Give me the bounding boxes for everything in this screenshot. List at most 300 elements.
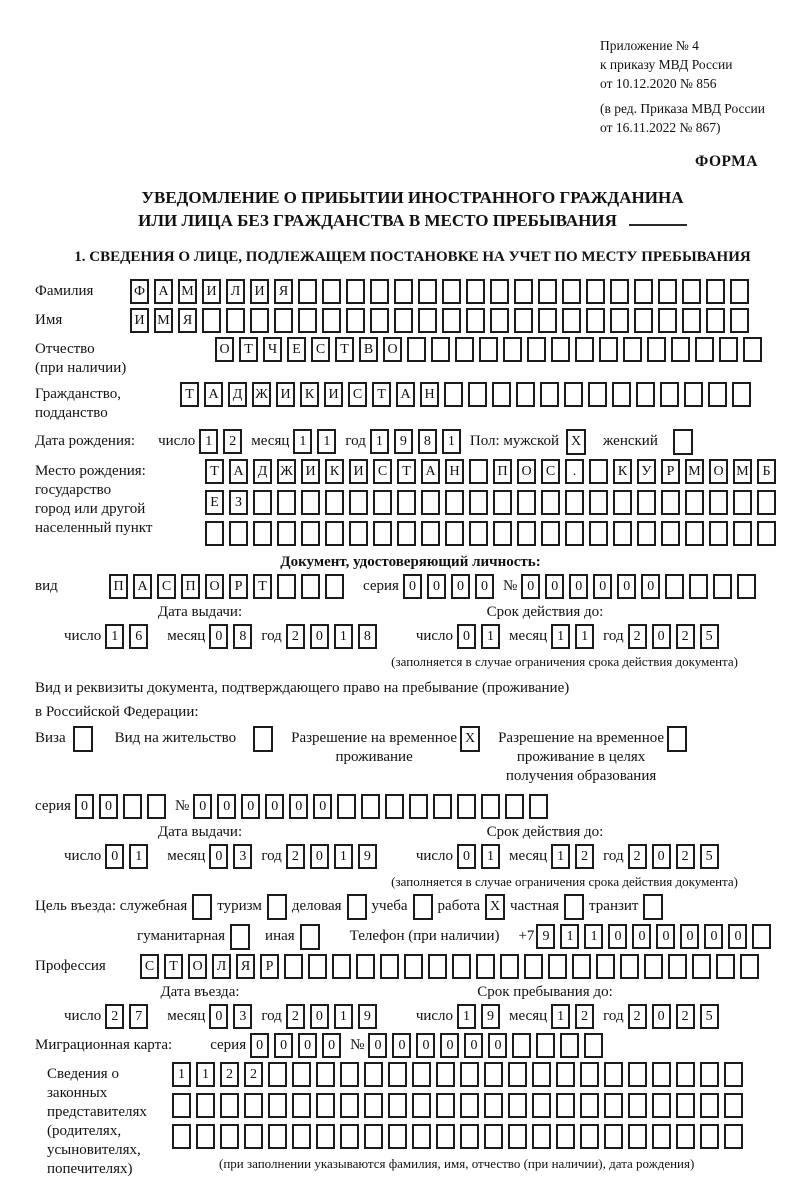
- char-cell[interactable]: [277, 521, 296, 546]
- char-cell[interactable]: [322, 279, 341, 304]
- char-cell[interactable]: [589, 521, 608, 546]
- char-cell[interactable]: 2: [575, 1004, 594, 1029]
- char-cell[interactable]: [532, 1062, 551, 1087]
- char-cell[interactable]: [468, 382, 487, 407]
- char-cell[interactable]: Д: [253, 459, 272, 484]
- char-cell[interactable]: 0: [310, 844, 329, 869]
- char-cell[interactable]: [322, 308, 341, 333]
- char-cell[interactable]: [364, 1062, 383, 1087]
- char-cell[interactable]: [493, 521, 512, 546]
- char-cell[interactable]: [532, 1093, 551, 1118]
- char-cell[interactable]: 2: [220, 1062, 239, 1087]
- char-cell[interactable]: [540, 382, 559, 407]
- char-cell[interactable]: Т: [397, 459, 416, 484]
- char-cell[interactable]: [676, 1062, 695, 1087]
- char-cell[interactable]: 0: [209, 624, 228, 649]
- char-cell[interactable]: 9: [536, 924, 555, 949]
- char-cell[interactable]: [277, 490, 296, 515]
- char-cell[interactable]: [658, 308, 677, 333]
- char-cell[interactable]: [676, 1093, 695, 1118]
- char-cell[interactable]: О: [205, 574, 224, 599]
- residence-permit-checkbox[interactable]: [253, 726, 273, 752]
- char-cell[interactable]: [682, 279, 701, 304]
- char-cell[interactable]: 0: [209, 844, 228, 869]
- char-cell[interactable]: 0: [368, 1033, 387, 1058]
- char-cell[interactable]: [244, 1124, 263, 1149]
- char-cell[interactable]: [404, 954, 423, 979]
- char-cell[interactable]: [325, 574, 344, 599]
- char-cell[interactable]: [700, 1093, 719, 1118]
- char-cell[interactable]: [737, 574, 756, 599]
- char-cell[interactable]: [274, 308, 293, 333]
- char-cell[interactable]: Б: [757, 459, 776, 484]
- char-cell[interactable]: А: [421, 459, 440, 484]
- char-cell[interactable]: [431, 337, 450, 362]
- purpose-business-checkbox[interactable]: [347, 894, 367, 920]
- char-cell[interactable]: 0: [217, 794, 236, 819]
- char-cell[interactable]: [588, 382, 607, 407]
- char-cell[interactable]: [610, 279, 629, 304]
- char-cell[interactable]: 0: [680, 924, 699, 949]
- char-cell[interactable]: Ж: [277, 459, 296, 484]
- char-cell[interactable]: [469, 490, 488, 515]
- char-cell[interactable]: 8: [418, 429, 437, 454]
- char-cell[interactable]: П: [493, 459, 512, 484]
- char-cell[interactable]: [172, 1093, 191, 1118]
- char-cell[interactable]: 0: [488, 1033, 507, 1058]
- char-cell[interactable]: М: [178, 279, 197, 304]
- char-cell[interactable]: Р: [229, 574, 248, 599]
- char-cell[interactable]: 0: [193, 794, 212, 819]
- char-cell[interactable]: О: [383, 337, 402, 362]
- char-cell[interactable]: О: [215, 337, 234, 362]
- char-cell[interactable]: [536, 1033, 555, 1058]
- char-cell[interactable]: 1: [172, 1062, 191, 1087]
- char-cell[interactable]: [476, 954, 495, 979]
- char-cell[interactable]: 1: [317, 429, 336, 454]
- char-cell[interactable]: [562, 279, 581, 304]
- char-cell[interactable]: 0: [521, 574, 540, 599]
- char-cell[interactable]: [757, 521, 776, 546]
- char-cell[interactable]: [580, 1093, 599, 1118]
- char-cell[interactable]: [123, 794, 142, 819]
- char-cell[interactable]: 0: [274, 1033, 293, 1058]
- char-cell[interactable]: 9: [394, 429, 413, 454]
- char-cell[interactable]: [556, 1124, 575, 1149]
- char-cell[interactable]: [719, 337, 738, 362]
- char-cell[interactable]: 1: [481, 624, 500, 649]
- char-cell[interactable]: [658, 279, 677, 304]
- char-cell[interactable]: [373, 490, 392, 515]
- char-cell[interactable]: [740, 954, 759, 979]
- char-cell[interactable]: К: [300, 382, 319, 407]
- char-cell[interactable]: [596, 954, 615, 979]
- char-cell[interactable]: Т: [180, 382, 199, 407]
- char-cell[interactable]: [564, 382, 583, 407]
- char-cell[interactable]: Т: [335, 337, 354, 362]
- char-cell[interactable]: [733, 490, 752, 515]
- char-cell[interactable]: [436, 1062, 455, 1087]
- char-cell[interactable]: У: [637, 459, 656, 484]
- char-cell[interactable]: Т: [372, 382, 391, 407]
- char-cell[interactable]: 1: [334, 1004, 353, 1029]
- char-cell[interactable]: 0: [464, 1033, 483, 1058]
- char-cell[interactable]: [484, 1062, 503, 1087]
- char-cell[interactable]: И: [276, 382, 295, 407]
- char-cell[interactable]: 0: [656, 924, 675, 949]
- char-cell[interactable]: [524, 954, 543, 979]
- char-cell[interactable]: П: [109, 574, 128, 599]
- char-cell[interactable]: [268, 1062, 287, 1087]
- char-cell[interactable]: [388, 1062, 407, 1087]
- purpose-humanitarian-checkbox[interactable]: [230, 924, 250, 950]
- purpose-study-checkbox[interactable]: [413, 894, 433, 920]
- char-cell[interactable]: [647, 337, 666, 362]
- char-cell[interactable]: [466, 279, 485, 304]
- char-cell[interactable]: [732, 382, 751, 407]
- purpose-work-checkbox[interactable]: X: [485, 894, 505, 920]
- char-cell[interactable]: [292, 1093, 311, 1118]
- char-cell[interactable]: [565, 521, 584, 546]
- char-cell[interactable]: Я: [178, 308, 197, 333]
- char-cell[interactable]: [325, 521, 344, 546]
- char-cell[interactable]: [445, 490, 464, 515]
- char-cell[interactable]: [508, 1062, 527, 1087]
- char-cell[interactable]: 0: [704, 924, 723, 949]
- char-cell[interactable]: [340, 1124, 359, 1149]
- char-cell[interactable]: Т: [205, 459, 224, 484]
- char-cell[interactable]: [589, 459, 608, 484]
- char-cell[interactable]: [743, 337, 762, 362]
- char-cell[interactable]: [436, 1093, 455, 1118]
- temp-residence-checkbox[interactable]: X: [460, 726, 480, 752]
- char-cell[interactable]: [284, 954, 303, 979]
- char-cell[interactable]: 0: [617, 574, 636, 599]
- char-cell[interactable]: [229, 521, 248, 546]
- char-cell[interactable]: [695, 337, 714, 362]
- char-cell[interactable]: [665, 574, 684, 599]
- purpose-transit-checkbox[interactable]: [643, 894, 663, 920]
- char-cell[interactable]: [575, 337, 594, 362]
- char-cell[interactable]: [409, 794, 428, 819]
- char-cell[interactable]: 9: [358, 1004, 377, 1029]
- char-cell[interactable]: [250, 308, 269, 333]
- char-cell[interactable]: [481, 794, 500, 819]
- char-cell[interactable]: [373, 521, 392, 546]
- char-cell[interactable]: М: [154, 308, 173, 333]
- char-cell[interactable]: Т: [239, 337, 258, 362]
- char-cell[interactable]: 2: [223, 429, 242, 454]
- char-cell[interactable]: 0: [593, 574, 612, 599]
- char-cell[interactable]: Н: [445, 459, 464, 484]
- char-cell[interactable]: [469, 459, 488, 484]
- char-cell[interactable]: 3: [233, 844, 252, 869]
- char-cell[interactable]: 2: [286, 1004, 305, 1029]
- char-cell[interactable]: [332, 954, 351, 979]
- char-cell[interactable]: 0: [427, 574, 446, 599]
- char-cell[interactable]: С: [140, 954, 159, 979]
- char-cell[interactable]: 0: [310, 624, 329, 649]
- char-cell[interactable]: 0: [265, 794, 284, 819]
- char-cell[interactable]: [613, 490, 632, 515]
- char-cell[interactable]: [452, 954, 471, 979]
- char-cell[interactable]: [610, 308, 629, 333]
- char-cell[interactable]: [492, 382, 511, 407]
- char-cell[interactable]: [484, 1124, 503, 1149]
- char-cell[interactable]: [455, 337, 474, 362]
- char-cell[interactable]: [370, 279, 389, 304]
- char-cell[interactable]: [202, 308, 221, 333]
- char-cell[interactable]: 1: [199, 429, 218, 454]
- char-cell[interactable]: Н: [420, 382, 439, 407]
- char-cell[interactable]: [349, 490, 368, 515]
- char-cell[interactable]: [196, 1124, 215, 1149]
- char-cell[interactable]: [589, 490, 608, 515]
- char-cell[interactable]: [634, 279, 653, 304]
- char-cell[interactable]: 0: [289, 794, 308, 819]
- char-cell[interactable]: [541, 490, 560, 515]
- char-cell[interactable]: [628, 1093, 647, 1118]
- char-cell[interactable]: [220, 1093, 239, 1118]
- char-cell[interactable]: [172, 1124, 191, 1149]
- char-cell[interactable]: [671, 337, 690, 362]
- char-cell[interactable]: [268, 1093, 287, 1118]
- char-cell[interactable]: 1: [129, 844, 148, 869]
- char-cell[interactable]: 0: [322, 1033, 341, 1058]
- char-cell[interactable]: 0: [641, 574, 660, 599]
- char-cell[interactable]: 2: [628, 844, 647, 869]
- char-cell[interactable]: [301, 574, 320, 599]
- char-cell[interactable]: [556, 1093, 575, 1118]
- char-cell[interactable]: [493, 490, 512, 515]
- char-cell[interactable]: [604, 1062, 623, 1087]
- char-cell[interactable]: С: [157, 574, 176, 599]
- char-cell[interactable]: Я: [236, 954, 255, 979]
- char-cell[interactable]: С: [311, 337, 330, 362]
- char-cell[interactable]: [205, 521, 224, 546]
- char-cell[interactable]: 1: [575, 624, 594, 649]
- char-cell[interactable]: [316, 1093, 335, 1118]
- char-cell[interactable]: [418, 279, 437, 304]
- char-cell[interactable]: 0: [728, 924, 747, 949]
- char-cell[interactable]: 3: [233, 1004, 252, 1029]
- char-cell[interactable]: 2: [244, 1062, 263, 1087]
- char-cell[interactable]: [586, 279, 605, 304]
- char-cell[interactable]: [584, 1033, 603, 1058]
- char-cell[interactable]: [412, 1093, 431, 1118]
- char-cell[interactable]: [551, 337, 570, 362]
- char-cell[interactable]: [370, 308, 389, 333]
- char-cell[interactable]: [716, 954, 735, 979]
- char-cell[interactable]: [706, 279, 725, 304]
- char-cell[interactable]: [479, 337, 498, 362]
- char-cell[interactable]: [604, 1093, 623, 1118]
- char-cell[interactable]: [337, 794, 356, 819]
- char-cell[interactable]: 1: [105, 624, 124, 649]
- char-cell[interactable]: 1: [584, 924, 603, 949]
- char-cell[interactable]: С: [373, 459, 392, 484]
- char-cell[interactable]: 1: [551, 1004, 570, 1029]
- char-cell[interactable]: [652, 1124, 671, 1149]
- char-cell[interactable]: [637, 490, 656, 515]
- char-cell[interactable]: [388, 1093, 407, 1118]
- char-cell[interactable]: [442, 279, 461, 304]
- char-cell[interactable]: [565, 490, 584, 515]
- char-cell[interactable]: [394, 279, 413, 304]
- char-cell[interactable]: [397, 490, 416, 515]
- char-cell[interactable]: [301, 521, 320, 546]
- char-cell[interactable]: 0: [652, 1004, 671, 1029]
- char-cell[interactable]: [388, 1124, 407, 1149]
- char-cell[interactable]: [612, 382, 631, 407]
- char-cell[interactable]: Д: [228, 382, 247, 407]
- char-cell[interactable]: А: [396, 382, 415, 407]
- char-cell[interactable]: 0: [298, 1033, 317, 1058]
- char-cell[interactable]: 0: [475, 574, 494, 599]
- char-cell[interactable]: [517, 490, 536, 515]
- char-cell[interactable]: [385, 794, 404, 819]
- purpose-private-checkbox[interactable]: [564, 894, 584, 920]
- char-cell[interactable]: И: [202, 279, 221, 304]
- char-cell[interactable]: 0: [440, 1033, 459, 1058]
- char-cell[interactable]: [661, 490, 680, 515]
- visa-checkbox[interactable]: [73, 726, 93, 752]
- char-cell[interactable]: И: [250, 279, 269, 304]
- char-cell[interactable]: [226, 308, 245, 333]
- char-cell[interactable]: С: [348, 382, 367, 407]
- char-cell[interactable]: О: [709, 459, 728, 484]
- char-cell[interactable]: 2: [676, 624, 695, 649]
- char-cell[interactable]: 1: [293, 429, 312, 454]
- char-cell[interactable]: Т: [253, 574, 272, 599]
- char-cell[interactable]: [713, 574, 732, 599]
- char-cell[interactable]: [346, 279, 365, 304]
- char-cell[interactable]: .: [565, 459, 584, 484]
- char-cell[interactable]: [508, 1093, 527, 1118]
- char-cell[interactable]: [685, 490, 704, 515]
- char-cell[interactable]: 6: [129, 624, 148, 649]
- char-cell[interactable]: Ч: [263, 337, 282, 362]
- female-checkbox[interactable]: [673, 429, 693, 455]
- char-cell[interactable]: [636, 382, 655, 407]
- char-cell[interactable]: [700, 1124, 719, 1149]
- char-cell[interactable]: [752, 924, 771, 949]
- char-cell[interactable]: И: [130, 308, 149, 333]
- char-cell[interactable]: [428, 954, 447, 979]
- char-cell[interactable]: [316, 1062, 335, 1087]
- char-cell[interactable]: [652, 1062, 671, 1087]
- char-cell[interactable]: Ж: [252, 382, 271, 407]
- char-cell[interactable]: [346, 308, 365, 333]
- char-cell[interactable]: [505, 794, 524, 819]
- char-cell[interactable]: [316, 1124, 335, 1149]
- char-cell[interactable]: 9: [481, 1004, 500, 1029]
- char-cell[interactable]: [628, 1124, 647, 1149]
- char-cell[interactable]: П: [181, 574, 200, 599]
- char-cell[interactable]: [147, 794, 166, 819]
- char-cell[interactable]: К: [613, 459, 632, 484]
- char-cell[interactable]: 0: [545, 574, 564, 599]
- char-cell[interactable]: [604, 1124, 623, 1149]
- temp-residence-education-checkbox[interactable]: [667, 726, 687, 752]
- char-cell[interactable]: Я: [274, 279, 293, 304]
- char-cell[interactable]: [527, 337, 546, 362]
- char-cell[interactable]: [692, 954, 711, 979]
- char-cell[interactable]: С: [541, 459, 560, 484]
- char-cell[interactable]: [724, 1062, 743, 1087]
- char-cell[interactable]: Ф: [130, 279, 149, 304]
- char-cell[interactable]: 2: [575, 844, 594, 869]
- char-cell[interactable]: [298, 279, 317, 304]
- char-cell[interactable]: [349, 521, 368, 546]
- char-cell[interactable]: Л: [226, 279, 245, 304]
- char-cell[interactable]: [684, 382, 703, 407]
- char-cell[interactable]: 0: [75, 794, 94, 819]
- char-cell[interactable]: [634, 308, 653, 333]
- char-cell[interactable]: 0: [105, 844, 124, 869]
- char-cell[interactable]: [460, 1093, 479, 1118]
- char-cell[interactable]: [628, 1062, 647, 1087]
- char-cell[interactable]: [652, 1093, 671, 1118]
- char-cell[interactable]: [644, 954, 663, 979]
- char-cell[interactable]: [689, 574, 708, 599]
- char-cell[interactable]: 5: [700, 844, 719, 869]
- char-cell[interactable]: [620, 954, 639, 979]
- char-cell[interactable]: [460, 1062, 479, 1087]
- char-cell[interactable]: [308, 954, 327, 979]
- char-cell[interactable]: 0: [250, 1033, 269, 1058]
- char-cell[interactable]: [407, 337, 426, 362]
- char-cell[interactable]: [580, 1124, 599, 1149]
- char-cell[interactable]: [442, 308, 461, 333]
- char-cell[interactable]: Е: [287, 337, 306, 362]
- char-cell[interactable]: [580, 1062, 599, 1087]
- char-cell[interactable]: 8: [233, 624, 252, 649]
- char-cell[interactable]: 2: [105, 1004, 124, 1029]
- char-cell[interactable]: [532, 1124, 551, 1149]
- char-cell[interactable]: [268, 1124, 287, 1149]
- char-cell[interactable]: 1: [196, 1062, 215, 1087]
- char-cell[interactable]: О: [517, 459, 536, 484]
- char-cell[interactable]: [599, 337, 618, 362]
- char-cell[interactable]: 1: [370, 429, 389, 454]
- char-cell[interactable]: [397, 521, 416, 546]
- char-cell[interactable]: [490, 279, 509, 304]
- char-cell[interactable]: [541, 521, 560, 546]
- char-cell[interactable]: [512, 1033, 531, 1058]
- char-cell[interactable]: [586, 308, 605, 333]
- char-cell[interactable]: 0: [99, 794, 118, 819]
- char-cell[interactable]: А: [229, 459, 248, 484]
- char-cell[interactable]: [529, 794, 548, 819]
- char-cell[interactable]: [445, 521, 464, 546]
- char-cell[interactable]: [613, 521, 632, 546]
- char-cell[interactable]: [340, 1062, 359, 1087]
- char-cell[interactable]: [538, 308, 557, 333]
- char-cell[interactable]: [253, 490, 272, 515]
- char-cell[interactable]: [538, 279, 557, 304]
- char-cell[interactable]: [364, 1124, 383, 1149]
- char-cell[interactable]: [244, 1093, 263, 1118]
- char-cell[interactable]: [700, 1062, 719, 1087]
- char-cell[interactable]: О: [188, 954, 207, 979]
- char-cell[interactable]: [562, 308, 581, 333]
- char-cell[interactable]: [503, 337, 522, 362]
- char-cell[interactable]: [356, 954, 375, 979]
- char-cell[interactable]: М: [733, 459, 752, 484]
- char-cell[interactable]: [292, 1124, 311, 1149]
- char-cell[interactable]: 1: [551, 624, 570, 649]
